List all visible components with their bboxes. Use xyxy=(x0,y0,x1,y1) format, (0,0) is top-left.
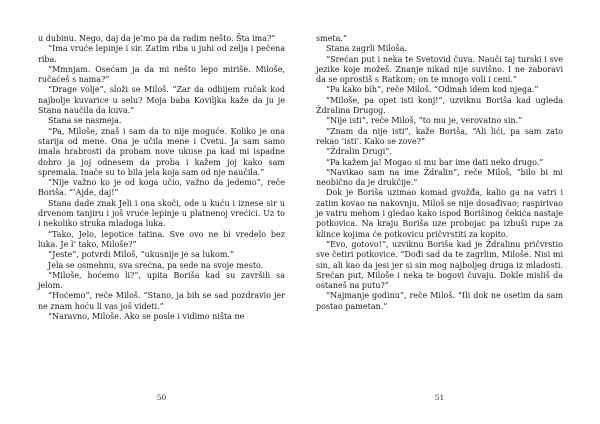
paragraph: “Pa kažem ja! Mogao si mu bar ime dati neko drugo.” xyxy=(326,157,544,167)
paragraph: “Tako, Jelo, lepotice tatina. Sve ovo ne bi vredelo bez luka. Je l’ tako, Miloše?” xyxy=(38,229,285,249)
left-page xyxy=(38,34,285,389)
paragraph: smeta.” xyxy=(316,34,348,43)
paragraph: “Mmnjam. Osećam ja da mi nešto lepo miriše. Miloše, ručaćeš s nama?” xyxy=(38,64,285,85)
left-page-number: 50 xyxy=(156,393,167,402)
paragraph: “Pa kako bih”, reče Miloš. “Odmah idem kod njega.” xyxy=(326,85,539,95)
paragraph: “Jeste”, potvrdi Miloš, “ukusnije je sa lukom.” xyxy=(48,250,235,260)
right-page-text xyxy=(316,34,563,312)
paragraph: “Nije isti”, reče Miloš, “to mu je, verovatno sin.” xyxy=(326,116,523,126)
paragraph: u dubinu. Nego, daj da je’mo pa da radim nešto. Šta ima?” xyxy=(38,34,276,43)
paragraph: Stana se nasmeja. xyxy=(48,116,122,126)
right-page xyxy=(316,34,563,389)
right-page-number: 51 xyxy=(434,393,445,402)
paragraph: “Hoćemo”, reče Miloš. “Stano, ja bih se sad pozdravio jer ne znam hoću li vas još videti.” xyxy=(38,291,285,311)
paragraph: “Znam da nije isti”, kaže Boriša, “Ali lići, pa sam zato rekao ‘isti’. Kako se zove?” xyxy=(316,126,563,146)
paragraph: “Navikao sam na ime Ždralin”, reče Miloš, “bilo bi mi neobično da je drukčije.” xyxy=(316,167,563,188)
paragraph: “Drage volje”, složi se Miloš. “Zar da odbijem ručak kod najbolje kuvarice u selu? Moja baba Koviljka kaže da ju je Stana naučila da kuva.” xyxy=(38,85,285,116)
paragraph: “Najmanje godinu”, reče Miloš. “Ili dok ne osetim da sam postao pametan.” xyxy=(316,291,563,311)
paragraph: Dok je Boriša uzimao komad gvožđa, kalio ga na vatri i zatim kovao na nakovnju, Miloš se nije dosađivao; raspirivao je vatru mehom i gledao kako ispod Borišinog čekića nastaje potkovica. Na kraju Boriša uze probojac pa izbuši rupe za klince kojima će potkovicu pričvrstiti za kopito. xyxy=(316,188,563,239)
paragraph: Jela se osmehnu, sva srećna, pa sede na svoje mesto. xyxy=(48,260,264,270)
paragraph: Stana zagrli Miloša. xyxy=(326,44,408,54)
paragraph: “Ždralin Drugi”. xyxy=(326,147,392,157)
paragraph: “Pa, Miloše, znaš i sam da to nije moguće. Koliko je ona starija od mene. Ona je učila mene i Cvetu. Ja sam samo imala hrabrosti da probam nove ukuse pa kad mi ispadne dobro ja joj odnesem da proba i kažem joj kako sam spremala. Inače su to bila jela koja sam od nje naučila.” xyxy=(38,126,285,177)
paragraph: “Naravno, Miloše. Ako se posle i vidimo ništa ne xyxy=(48,312,245,322)
left-page-text xyxy=(38,34,285,322)
paragraph: “Evo, gotovo!”, uzviknu Boriša kad je Ždralinu pričvrstio sve četiri potkovice. “Dođi sad da te zagrlim, Miloše. Nisi mi sin, ali kao da jesi jer si sin mog najboljeg druga iz mladosti. Srećan put, Miloše i neka te bogovi čuvaju. Dokle misliš da ostaneš na putu?” xyxy=(316,239,563,291)
paragraph: Stana dade znak Jeli i ona skoči, ode u kuću i iznese sir u drvenom tanjiru i još vruće lepinje u platnenoj vrećici. Uz to i nekoliko struka mladoga luka. xyxy=(38,198,285,229)
paragraph: “Miloše, pa opet isti konj!”, uzviknu Boriša kad ugleda Ždralina Drugog. xyxy=(316,95,563,116)
paragraph: “Srećan put i neka te Svetovid čuva. Nauči taj turski i sve jezike koje možeš. Znanje nikad nije suvišno. I ne zaboravi da se oprostiš s Ratkom; on te mnogo voli i ceni.” xyxy=(316,54,563,85)
paragraph: “Ima vruće lepinje i sir. Zatim riba u juhi od zelja i pečena riba. xyxy=(38,44,285,64)
paragraph: “Miloše, hoćemo li?”, upita Boriša kad su završili sa jelom. xyxy=(38,270,285,291)
paragraph: “Nije važno ko je od koga učio, važno da jedemo”, reče Boriša. “’Ajde, daj!” xyxy=(38,178,285,198)
